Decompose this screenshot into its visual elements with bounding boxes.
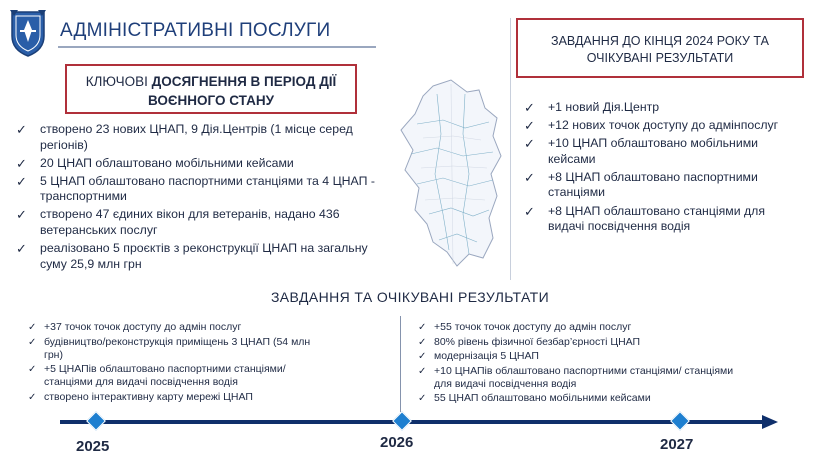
list-item: ✓ створено інтерактивну карту мережі ЦНАП — [28, 390, 253, 403]
check-mark-icon: ✓ — [16, 122, 27, 137]
results-2026-list — [418, 321, 748, 407]
achievements-title-part1: КЛЮЧОВІ — [85, 74, 152, 89]
check-mark-icon: ✓ — [16, 173, 27, 189]
check-mark-icon: ✓ — [16, 241, 27, 257]
check-mark-icon: ✓ — [418, 351, 427, 362]
list-item: ✓ будівництво/реконструкція приміщень 3 ЦНАП (54 млн грн) — [28, 335, 311, 361]
list-item: ✓ модернізація 5 ЦНАП — [418, 350, 539, 362]
results-2025-list — [28, 321, 328, 405]
list-item: ✓ 80% рівень фізичної безбар’єрності ЦНАП — [418, 335, 641, 348]
period-divider — [400, 316, 401, 412]
list-item: ✓ реалізовано 5 проєктів з реконструкції ЦНАП на загальну суму 25,9 млн грн — [16, 241, 368, 271]
list-item: ✓ +10 ЦНАПів облаштовано паспортними станціями/ станціями для видачі посвідчення водія — [418, 364, 734, 390]
check-mark-icon: ✓ — [418, 322, 427, 333]
check-mark-icon: ✓ — [28, 336, 37, 348]
tasks-2024-list — [524, 100, 804, 237]
achievements-title-box — [65, 64, 357, 114]
list-item: ✓ +5 ЦНАПів облаштовано паспортними станціями/ станціями для видачі посвідчення водія — [28, 363, 286, 388]
check-mark-icon: ✓ — [28, 364, 37, 375]
list-item: ✓ створено 23 нових ЦНАП, 9 Дія.Центрів (1 місце серед регіонів) — [16, 122, 353, 152]
list-item: ✓ +8 ЦНАП облаштовано станціями для видачі посвідчення водія — [524, 203, 766, 234]
region-map-icon — [393, 74, 513, 274]
check-mark-icon: ✓ — [524, 169, 535, 185]
check-mark-icon: ✓ — [16, 155, 27, 171]
check-mark-icon: ✓ — [524, 203, 535, 219]
list-item: ✓ 5 ЦНАП облаштовано паспортними станціями та 4 ЦНАП - транспортними — [16, 173, 375, 204]
list-item: ✓ +1 новий Дія.Центр — [524, 100, 660, 115]
list-item: ✓ створено 47 єдиних вікон для ветеранів, надано 436 ветеранських послуг — [16, 207, 340, 238]
section-divider — [510, 18, 511, 280]
check-mark-icon: ✓ — [524, 136, 535, 152]
tasks-2024-title: ЗАВДАННЯ ДО КІНЦЯ 2024 РОКУ ТА ОЧІКУВАНІ РЕЗУЛЬТАТИ — [551, 34, 769, 65]
results-section-title: ЗАВДАННЯ ТА ОЧІКУВАНІ РЕЗУЛЬТАТИ — [270, 289, 550, 305]
title-underline — [58, 46, 376, 48]
list-item: ✓ +10 ЦНАП облаштовано мобільними кейсами — [524, 136, 759, 166]
check-mark-icon: ✓ — [418, 365, 427, 377]
coat-of-arms-icon — [8, 8, 48, 58]
check-mark-icon: ✓ — [28, 391, 37, 403]
list-item: ✓ +37 точок точок доступу до адмін послуг — [28, 321, 242, 333]
check-mark-icon: ✓ — [418, 393, 427, 404]
check-mark-icon: ✓ — [418, 336, 427, 348]
list-item: ✓ 20 ЦНАП облаштовано мобільними кейсами — [16, 155, 294, 171]
year-2027: 2027 — [660, 436, 694, 453]
list-item: ✓ 55 ЦНАП облаштовано мобільними кейсами — [418, 392, 651, 404]
check-mark-icon: ✓ — [16, 207, 27, 223]
list-item: ✓ +12 нових точок доступу до адмінпослуг — [524, 118, 779, 134]
check-mark-icon: ✓ — [28, 322, 37, 333]
year-2026: 2026 — [380, 434, 414, 451]
list-item: ✓ +55 точок точок доступу до адмін послуг — [418, 321, 632, 333]
page-title: АДМІНІСТРАТИВНІ ПОСЛУГИ — [60, 20, 331, 41]
list-item: ✓ +8 ЦНАП облаштовано паспортними станціями — [524, 169, 758, 200]
check-mark-icon: ✓ — [524, 100, 535, 115]
tasks-2024-title-box — [516, 18, 804, 78]
achievements-list — [16, 122, 386, 275]
achievements-title-part2: ДОСЯГНЕННЯ В ПЕРІОД ДІЇ — [151, 74, 337, 89]
year-2025: 2025 — [76, 438, 110, 455]
check-mark-icon: ✓ — [524, 118, 535, 134]
achievements-title-line2: ВОЄННОГО СТАНУ — [148, 93, 274, 108]
